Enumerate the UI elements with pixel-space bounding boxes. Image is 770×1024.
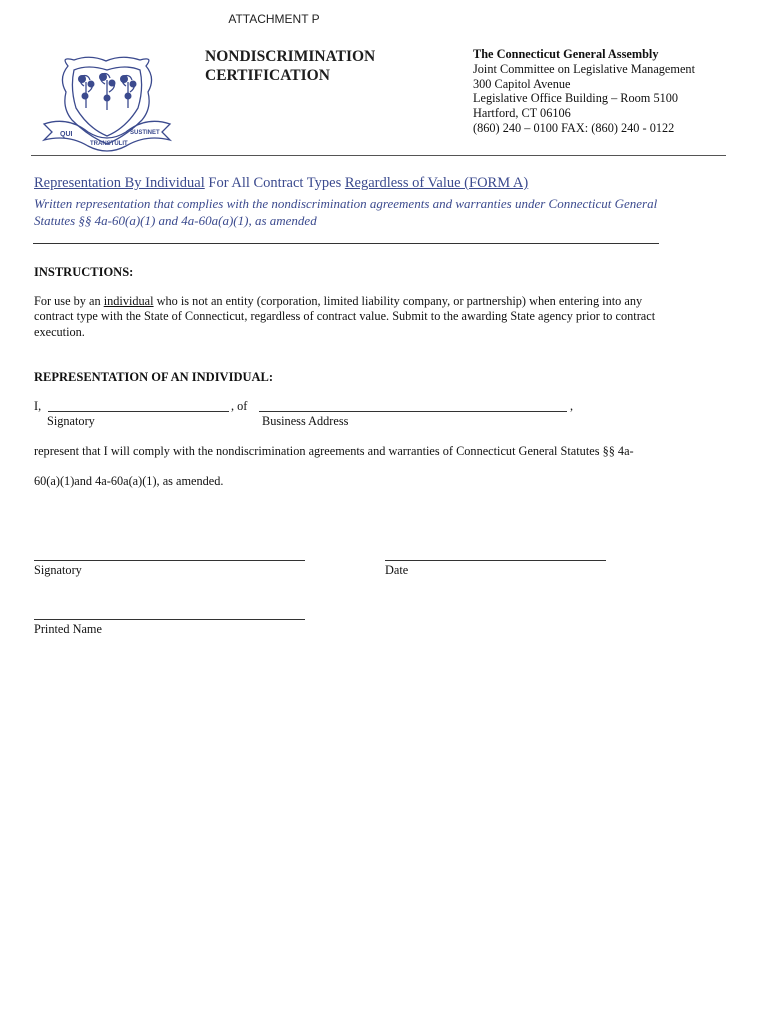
- org-line-city: Hartford, CT 06106: [473, 106, 571, 121]
- svg-text:QUI: QUI: [60, 131, 73, 138]
- organization-name: The Connecticut General Assembly: [473, 47, 659, 61]
- org-line-street: 300 Capitol Avenue: [473, 76, 571, 91]
- signatory-name-field[interactable]: [48, 411, 229, 412]
- instructions-text: [34, 294, 674, 340]
- document-title: [205, 47, 375, 85]
- svg-text:SUSTINET: SUSTINET: [130, 130, 160, 136]
- subtitle-divider: [33, 243, 659, 244]
- instructions-text-individual: individual: [103, 294, 154, 308]
- form-title-part-3: Regardless of Value (FORM A): [344, 175, 529, 191]
- representation-prefix: I,: [34, 399, 42, 413]
- date-label: Date: [385, 563, 409, 577]
- business-address-field[interactable]: [259, 411, 567, 412]
- form-title-part-2: For All Contract Types: [204, 175, 345, 191]
- org-line-committee: Joint Committee on Legislative Management: [473, 61, 695, 76]
- header-divider: [31, 155, 726, 156]
- form-subtitle: Written representation that complies with the nondiscrimination agreements and warranties under Connecticut General Statutes §§ 4a-60(a)(1) and 4a-60a(a)(1), as amended: [34, 196, 658, 228]
- attachment-label: ATTACHMENT P: [228, 12, 320, 26]
- instructions-text-start: For use by an: [34, 294, 104, 308]
- signature-label: Signatory: [34, 563, 82, 577]
- svg-text:TRANSTULIT: TRANSTULIT: [90, 141, 128, 147]
- business-address-caption: Business Address: [262, 414, 349, 428]
- instructions-text-rest: who is not an entity (corporation, limited liability company, or partnership) when entering into any contract type with the State of Connecticut, regardless of contract value. Submit to the awarding State agency prior to contract execution.: [34, 294, 656, 339]
- instructions-heading: INSTRUCTIONS:: [34, 265, 134, 279]
- signature-field[interactable]: [34, 560, 305, 561]
- form-title: [34, 175, 528, 192]
- statement-line-1: represent that I will comply with the nondiscrimination agreements and warranties of Connecticut General Statutes §§ 4a-: [34, 444, 634, 458]
- org-line-phone: (860) 240 – 0100 FAX: (860) 240 - 0122: [473, 120, 675, 135]
- organization-address-block: [473, 47, 695, 136]
- title-line-1: NONDISCRIMINATION: [205, 48, 376, 65]
- title-line-2: CERTIFICATION: [205, 67, 330, 84]
- printed-name-field[interactable]: [34, 619, 305, 620]
- statement-line-2: 60(a)(1)and 4a-60a(a)(1), as amended.: [34, 474, 224, 488]
- signatory-caption: Signatory: [47, 414, 95, 428]
- connecticut-seal-logo: [38, 52, 176, 160]
- form-title-part-1: Representation By Individual: [34, 175, 205, 191]
- representation-of: , of: [231, 399, 248, 413]
- representation-comma: ,: [570, 399, 574, 413]
- printed-name-label: Printed Name: [34, 622, 102, 636]
- representation-heading: REPRESENTATION OF AN INDIVIDUAL:: [34, 370, 274, 384]
- date-field[interactable]: [385, 560, 606, 561]
- org-line-building: Legislative Office Building – Room 5100: [473, 91, 679, 106]
